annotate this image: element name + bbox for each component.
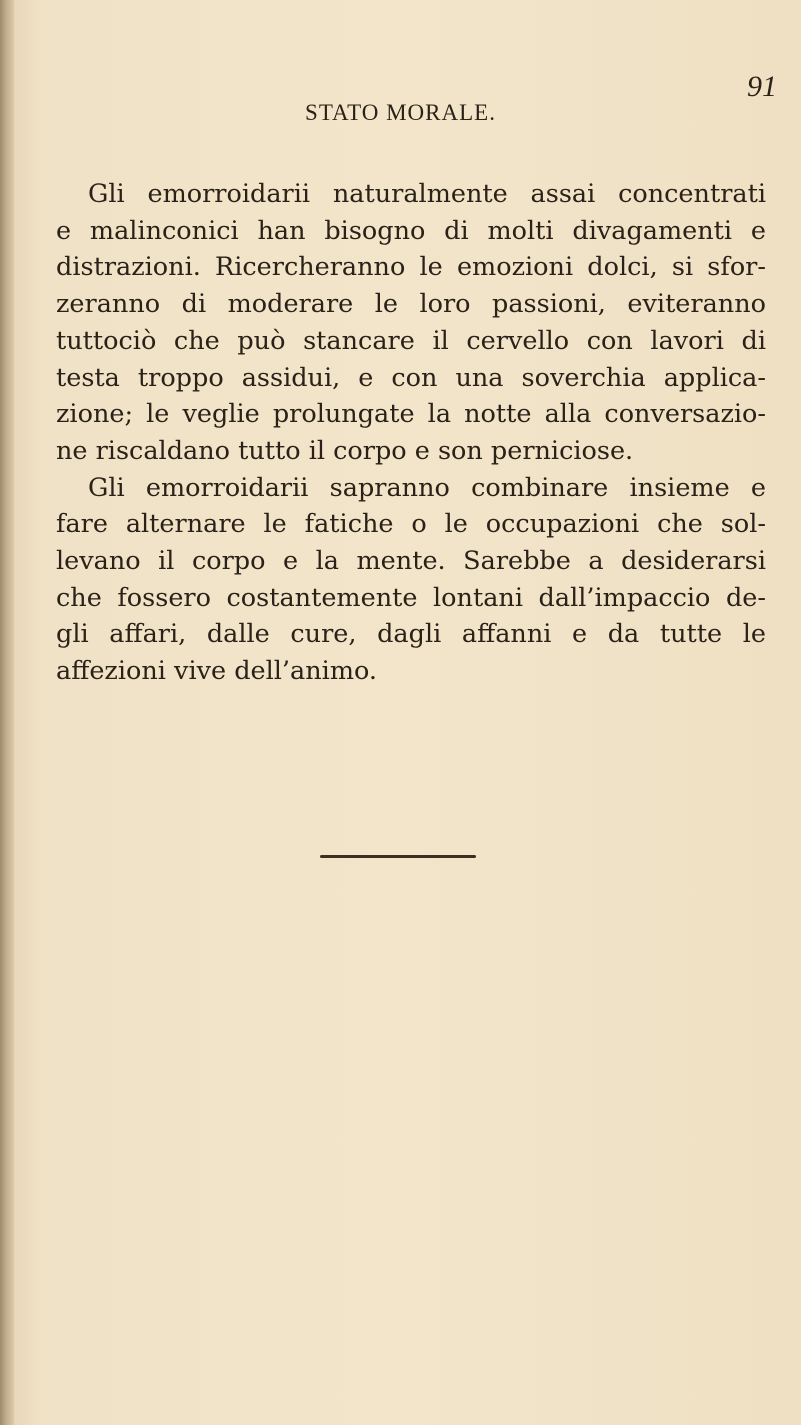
text-line: ne riscaldano tutto il corpo e son perniciose. <box>56 435 634 466</box>
body-text <box>56 176 766 690</box>
text-line: distrazioni. Ricercheranno le emozioni dolci, si sfor- <box>56 252 766 283</box>
paragraph-1 <box>56 176 766 470</box>
text-line: zeranno di moderare le loro passioni, eviteranno <box>56 289 766 320</box>
text-line: Gli emorroidarii naturalmente assai concentrati <box>88 179 766 209</box>
text-line: che fossero costantemente lontani dall’impaccio de- <box>56 582 766 613</box>
text-line: e malinconici han bisogno di molti divagamenti e <box>56 215 766 246</box>
running-header: STATO MORALE. <box>305 100 496 125</box>
text-line: Gli emorroidarii sapranno combinare insieme e <box>88 472 766 503</box>
page-number: 91 <box>747 70 777 103</box>
text-line: affezioni vive dell’animo. <box>56 656 378 687</box>
text-line: tuttociò che può stancare il cervello con lavori di <box>56 325 766 356</box>
paragraph-2 <box>56 470 766 690</box>
section-divider-rule <box>320 855 476 858</box>
text-line: levano il corpo e la mente. Sarebbe a desiderarsi <box>56 546 766 577</box>
text-line: testa troppo assidui, e con una soverchia applica- <box>56 362 766 393</box>
text-line: zione; le veglie prolungate la notte alla conversazio- <box>56 399 766 430</box>
text-line: fare alternare le fatiche o le occupazioni che sol- <box>56 509 766 540</box>
text-line: gli affari, dalle cure, dagli affanni e da tutte le <box>56 619 766 650</box>
page-binding-edge <box>0 0 14 1425</box>
